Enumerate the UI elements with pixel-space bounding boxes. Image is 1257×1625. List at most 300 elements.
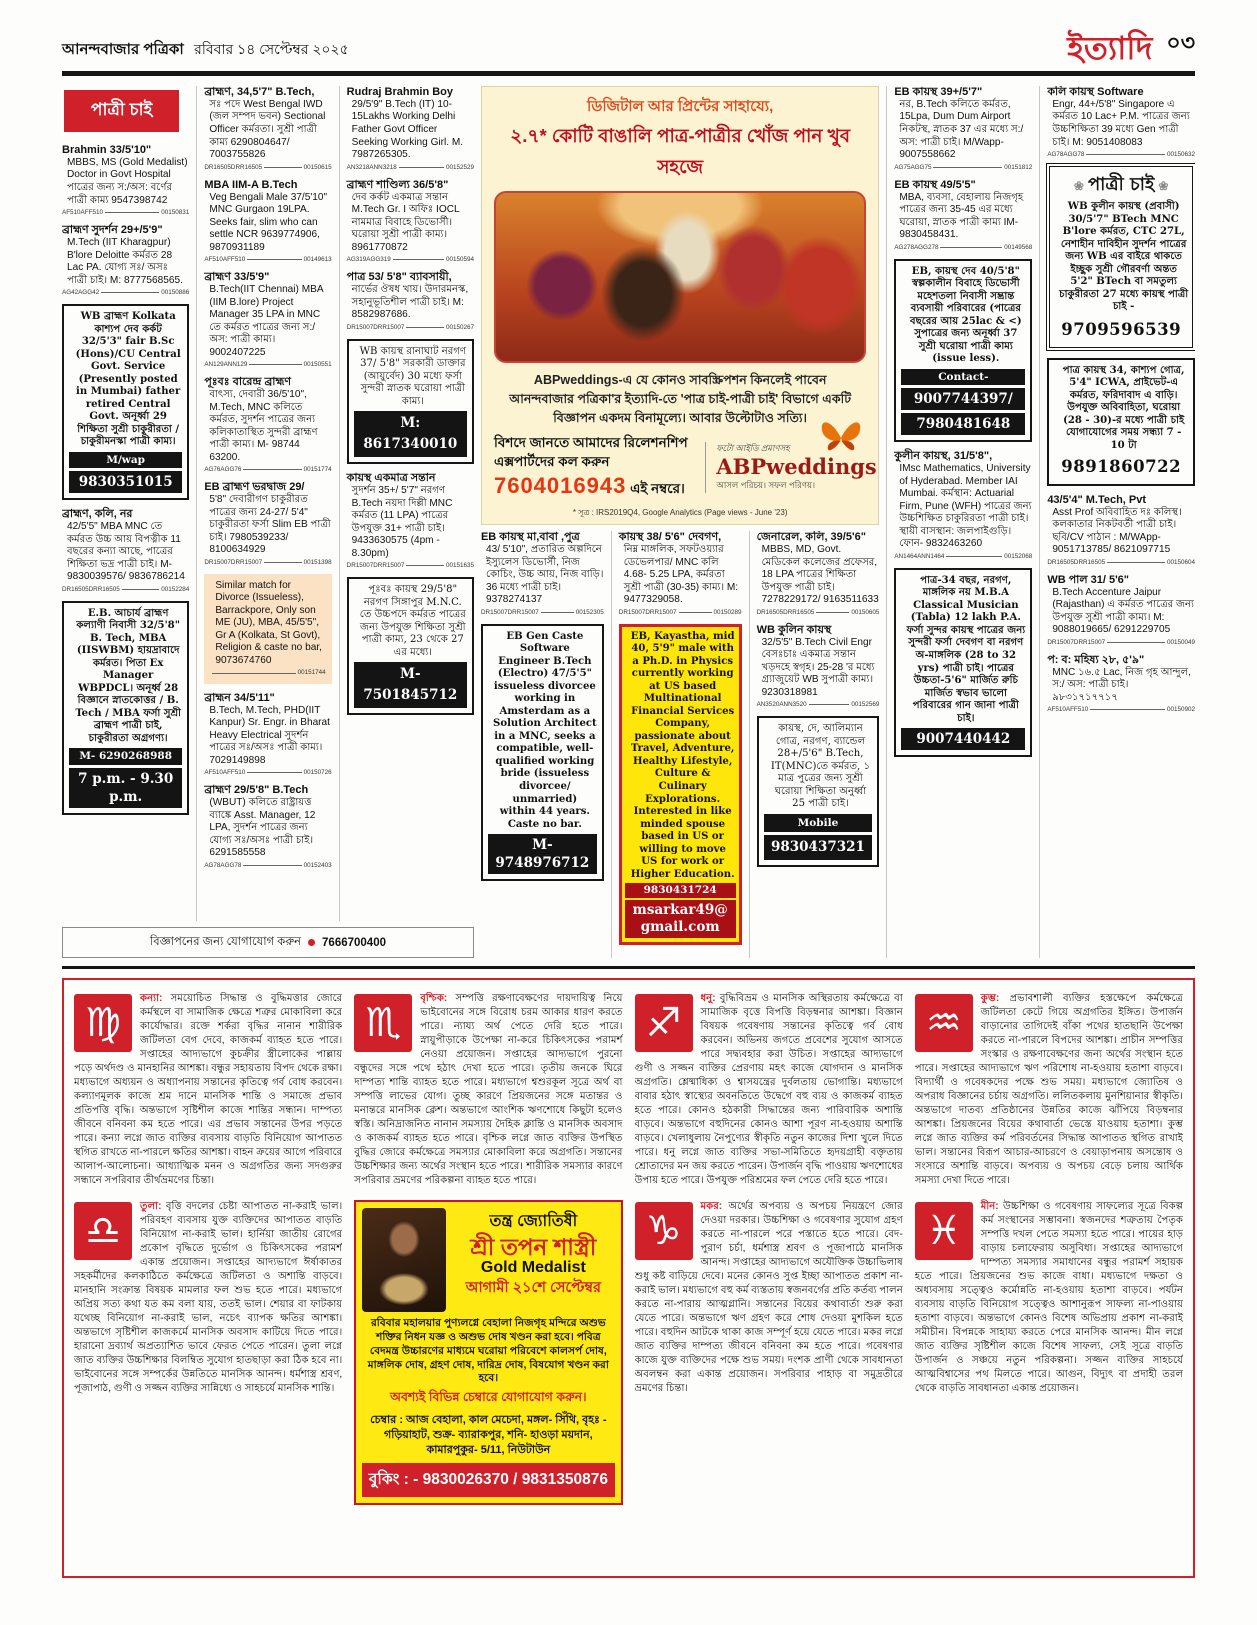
ad-code-row [62, 209, 189, 216]
ad-code-rule [122, 589, 160, 590]
sign-name: কন্যা: [140, 993, 171, 1004]
classified-column-8 [1039, 86, 1195, 958]
astrologer-credential: Gold Medalist [480, 1259, 586, 1277]
ad-body: WB ব্রাহ্মণ Kolkata কাশ্যপ দেব কর্কট 32/5'3" fair B.Sc (Hons)/CU Central Govt. Service (Presently posted in Mumbai) father retired Central Govt. অনূর্ধ্বা 29 শিক্ষিতা সুশ্রী চাকুরীরতা / চাকুরীমনস্কা পাত্রী কাম্য। [75, 311, 181, 448]
abp-cta-text: বিশদে জানতে আমাদের রিলেশনশিপ এক্সপার্টদের কল করুন [493, 434, 688, 469]
ad-code-rule [243, 865, 301, 866]
ad-body: 43/ 5'10", প্রতারিত অল্পদিনে ইস্যুলেস ডিভোর্সী, নিজ কোচিং, উচ্চ আয়, নিজ বাড়ি। 36 মধ্যে পাত্রী চাই। 9378274137 [485, 544, 604, 606]
section-divider [62, 966, 1195, 969]
classified-ad [1047, 574, 1195, 646]
abp-ad-headline-2: ২.৭* কোটি বাঙালি পাত্র-পাত্রীর খোঁজ পান খুব সহজে [510, 125, 851, 177]
ad-code-right: 00149613 [303, 256, 332, 264]
horoscope-column-1 [74, 992, 342, 1564]
butterfly-icon [818, 416, 864, 461]
ad-code-rule [940, 247, 1002, 248]
classified-ad [204, 481, 331, 566]
ad-code-left: DR16505DRR16505 [1047, 558, 1106, 566]
virgo-icon: ♍ [74, 994, 132, 1052]
patri-chai-badge: পাত্রী চাই [64, 90, 179, 132]
ad-code-row [204, 256, 331, 263]
scorpio-icon: ♏ [354, 994, 412, 1052]
ad-code-left: DR16505DRR16505 [62, 585, 120, 593]
classified-ad [204, 574, 331, 684]
ad-code-rule [399, 167, 444, 168]
classified-column-4 [481, 531, 604, 958]
ad-code-left: AF510AFF510 [204, 769, 246, 777]
ad-code-row [481, 609, 604, 616]
ad-title: ব্রাহ্মণ শাণ্ডিল্য 36/5'8" [346, 178, 449, 191]
ad-code-right: 00152068 [1004, 552, 1033, 560]
ad-code-left: AG78AGG78 [1047, 151, 1085, 159]
classified-ad [204, 86, 331, 171]
classified-ad [894, 179, 1032, 251]
classified-ad [1047, 654, 1195, 714]
ad-body: EB, Kayastha, mid 40, 5'9" male with a Ph.D. in Physics currently working at US based Multinational Financial Services Company, passionate about Travel, Adventure, Healthy Lifestyle, Culture & Culinary Explorations. Interested in like minded spouse based in US or willing to move US for work or Higher Education. [630, 630, 735, 880]
horoscope-text: ♍ কন্যা: সময়োচিত সিদ্ধান্ত ও বুদ্ধিমত্তার জোরে কর্মস্থলে বা সামাজিক ক্ষেত্রে শত্রুর মোকাবিলা করে কার্যোদ্ধার। রক্তে শর্করা বৃদ্ধির নানান শারীরিক জটিলতা বেগ দেবে, কাজকর্ম ব্যাহত হতে পারে। সপ্তাহের আদ্যভাগে কুচক্রীর স্ত্রীলোকের পাল্লায় পড়ে অর্থদণ্ড ও মানহানির আশঙ্কা। বন্ধুর সহায়তায় বিপদ থেকে রক্ষা। মধ্যভাগে অধ্যয়ন ও অধ্যাপনায় সন্তানের কৃতিত্বে গর্ব বোধ করবেন। কল্যাণমূলক কাজে শ্রম দানে মানসিক শান্তি ও সমাজে প্রভাব প্রতিপত্তি বৃদ্ধি। অন্তভাগে সৃষ্টিশীল কাজে শান্তির সন্ধান। দাম্পত্য জীবনে বনিবনা কম হতে পারে। এর প্রভাব সন্তানের উপর পড়তে পারে। কন্যা লগ্নে জাত ব্যক্তির ব্যবসায় বাড়তি বিনিয়োগ আপাতত স্থগিত রাখতে না-পারলে ক্ষতির আশঙ্কা। বাহন ক্রয়ের আগে পরিবারে আলাপ-আলোচনা। আধ্যাত্মিক মনন ও অগ্রগতির জন্য সদগুরুর সন্ধানে সপরিবার তীর্থভ্রমণের চিন্তা। [74, 993, 343, 1187]
ad-code-row [894, 553, 1032, 560]
ad-code-rule [1107, 642, 1165, 643]
classified-ad [894, 450, 1032, 560]
ad-code-row [204, 466, 331, 473]
sign-name: বৃশ্চিক: [420, 993, 456, 1004]
weekly-horoscope [62, 978, 1195, 1578]
ad-code-row [1047, 706, 1195, 713]
ad-phone-band: 7 p.m. - 9.30 p.m. [69, 768, 182, 808]
ad-code-right: 00152403 [303, 861, 332, 869]
ad-code-rule [406, 565, 444, 566]
ad-code-left: DR15007DRR15007 [1047, 638, 1106, 646]
ad-title: EB কায়স্থ 39+/5'7" [894, 86, 983, 98]
classified-ad [481, 624, 604, 882]
ad-code-row [204, 164, 331, 171]
ad-phone-band: M/wap [69, 452, 182, 468]
ad-code-left: DR15007DRR15007 [346, 323, 405, 331]
classified-ad [62, 144, 189, 216]
abp-logo-wordmark: ABPweddings [716, 454, 877, 480]
classified-ad [347, 577, 474, 715]
astrologer-ad-body: রবিবার মহালয়ার পুণ্যলগ্নে বেহালা নিজগৃহ মন্দিরে অশুভ শক্তির নিধন যজ্ঞ ও অশুভ দোষ খণ্ডন করা হবে। পবিত্র বেদমন্ত্র উচ্চারণের মাধ্যমে ঘরোয়া পরিবেশে কালসর্প দোষ, মাঙ্গলিক দোষ, গ্রহণ দোষ, দারিদ্র দোষ, বিষযোগ খণ্ডন করা হবে। [367, 1317, 609, 1385]
astrologer-photo [362, 1208, 446, 1312]
ad-body: Engr, 44+/5'8" Singapore এ কর্মরত 10 Lac+ P.M. পাত্রের জন্য উচ্চশিক্ষিতা 39 মধ্যে Gen পাত্রী চাই। M: 9051408083 [1052, 98, 1190, 148]
ad-body: 32/5'5" B.Tech Civil Engr বেসঃচাঃ একমাত্র সন্তান খড়দহে স্বগৃহ। 25-28 'র মধ্যে গ্র্যাজুয়েট WB সুপাত্রী কাম্য। 9230318981 [761, 636, 875, 698]
ad-code-left: AF510AFF510 [62, 209, 103, 217]
ad-code-row [62, 586, 189, 593]
ad-body: MNC ১৬.৫ Lac, নিজ গৃহ আন্দুল, স:/ অস: পাত্রী চাই। ৯৮৩১৭১৭৭১৭ [1052, 666, 1191, 703]
ad-code-right: 00150831 [161, 209, 190, 217]
horoscope-column-4 [915, 992, 1183, 1564]
horoscope-text: ♒ কুম্ভ: প্রভাবশালী ব্যক্তির হস্তক্ষেপে কর্মক্ষেত্রে জটিলতা কেটে গিয়ে অগ্রগতির ইঙ্গিত। উপার্জন বাড়ানোর তাগিদেই বাঁকা পথের হাতছানি উপেক্ষা করতে না-পারলে বিপদের আশঙ্কা। প্রাচীন সম্পত্তির সংস্কার ও রক্ষণাবেক্ষণের জন্য অর্থের সংস্থান হতে পারে। সপ্তাহের আদ্যভাগে ঋণ পরিশোধ না-হওয়ায় হতাশা বাড়বে। বিদ্যার্থী ও গবেষকদের পক্ষে শুভ সময়। মধ্যভাগে জ্যোতিষ ও অপরাধ বিজ্ঞানের চর্চায় অগ্রগতি। ললিতকলায় মুনশিয়ানার স্বীকৃতি। অন্তভাগে দাতব্য প্রতিষ্ঠানের উন্নতির কাজে ঝাঁপিয়ে বিড়ম্বনার আশঙ্কা। প্রিয়জনের বিয়ের কথাবার্তা ভেস্তে যাওয়ায় হতাশা। কুম্ভ লগ্নে জাত ব্যক্তির কর্ম পরিবর্তনের সিদ্ধান্ত আপাতত স্থগিত রাখাই ভাল। সন্তানের বিরূপ আচার-আচরণে ও বেয়াড়াপনায় অসন্তোষ ও সংসারে অশান্তি বাড়বে। অপব্যয় ও অপচয় বেড়ে চলায় আর্থিক সমস্যা দেখা দিতে পারে। [914, 993, 1183, 1187]
ad-code-left: AG42AGG42 [62, 289, 100, 297]
ad-code-left: AG78AGG78 [204, 861, 242, 869]
ad-body: পাত্র কায়স্থ 34, কাশ্যপ গোত্র, 5'4" ICWA, প্রাইভেট-এ কর্মরত, ফরিদাবাদ এ বাড়ি। উপযুক্ত অবিবাহিতা, ঘরোয়া (28 - 30)-র মধ্যে পাত্রী চাই যোগাযোগের সময় সন্ধ্যা 7 - 10 টা [1062, 364, 1185, 451]
astrologer-event-date: আগামী ২১শে সেপ্টেম্বর [465, 1280, 601, 1297]
ad-code-rule [406, 327, 444, 328]
ad-body: সুদর্শন 35+/ 5'7" নরগণ B.Tech নয়দা দিল্লী MNC কর্মরত (11 LPA) পাত্রের উপযুক্ত 31+ পাত্রী চাই। 9433630575 (4pm - 8.30pm) [351, 485, 453, 559]
horoscope-text: ♑ মকর: অর্থের অপব্যয় ও অপচয় নিয়ন্ত্রণে জোর দেওয়া দরকার। উচ্চশিক্ষা ও গবেষণার সুযোগ গ্রহণ করতে না-পারলে পরে পস্তাতে হতে পারে। বেদ-পুরাণ চর্চা, ধর্মশাস্ত্র শ্রবণ ও পূজাপাঠে মানসিক আনন্দ। সপ্তাহের আদ্যভাগে অযৌক্তিক উচ্চাভিলাষ শুধু কষ্ট বাড়িয়ে দেবে। মনের কোনও সুপ্ত ইচ্ছা আপাতত প্রকাশ না-করাই ভাল। মধ্যভাগে বহু কর্ম ব্যস্ততায় স্বজনবর্গের প্রতি কর্তব্য পালন করতে না-পারায় আত্মগ্লানি। সন্তানের বিয়ের কথাবার্তা শুরু করা যেতে পারে। অন্তভাগে ঋণ গ্রহণ করে শোধ দেওয়া মুশকিল হতে পারে। বহুদিন আটকে থাকা কাজ সম্পূর্ণ হয়ে যেতে পারে। মকর লগ্নে জাত ব্যক্তির দাম্পত্য জীবনে বনিবনা কম হতে পারে। গবেষণার কাজে যুক্ত ব্যক্তিদের পক্ষে শুভ সময়। দংশক প্রাণী থেকে সাবধানতা অবলম্বন করা একান্ত প্রয়োজন। সপরিবার পাহাড় বা সমুদ্রতীরে ভ্রমণের চিন্তা। [634, 1201, 903, 1395]
middle-column-group [481, 86, 879, 958]
ad-body: নার্ভের ঔষধ খায়। উদারমনস্ক, সহানুভূতিশীল পাত্রী চাই। M: 8582987686. [351, 284, 469, 321]
sign-name: কুম্ভ: [980, 993, 1010, 1004]
libra-icon: ♎ [74, 1202, 132, 1260]
ad-body: MBBS, MS (Gold Medalist) Doctor in Govt Hospital পাত্রের জন্য স:/অস: বর্ণের পাত্রী কাম্য 9547398742 [67, 156, 188, 206]
ad-title: EB ব্রাহ্মণ ভরদ্বাজ 29/ [204, 481, 305, 494]
ad-body: E.B. আচার্য ব্রাহ্মণ কল্যাণী নিবাসী 32/5'8" B. Tech, MBA (IISWBM) হায়দ্রাবাদে কর্মরত। পিতা Ex Manager WBPDCL। অনূর্ধ্ব 28 বিজ্ঞানে স্নাতকোত্তর / B. Tech / MBA ফর্সা সুশ্রী ব্রাহ্মণ পাত্রী চাই, চাকুরীরতা অগ্রগণ্য। [75, 607, 181, 744]
ad-code-right: 00150615 [303, 163, 332, 171]
ad-title: পাত্র 53/ 5'8" ব্যাবসায়ী, [346, 271, 452, 284]
classified-column-3 [339, 86, 474, 921]
ad-phone-band: Mobile [764, 814, 873, 832]
ad-code-left: DR16505DRR16505 [204, 163, 263, 171]
classified-ad [204, 271, 331, 368]
ad-code-row [347, 324, 474, 331]
ad-title: পূঃবঃ বারেন্দ্র ব্রাহ্মণ [204, 376, 292, 389]
classified-ad [204, 179, 331, 264]
ad-code-rule [212, 673, 295, 674]
ad-code-row [1047, 151, 1195, 158]
ad-body: সঃ পদে West Bengal IWD (জল সম্পদ ভবন) Sectional Officer কর্মরতা। সুশ্রী পাত্রী কাম্য 6290804647/ 7003755826 [209, 98, 326, 161]
ad-code-left: AF510AFF510 [1047, 706, 1089, 714]
capricorn-icon: ♑ [635, 1202, 693, 1260]
ad-code-rule [264, 167, 302, 168]
astrologer-ad-cta: অবশ্যই বিভিন্ন চেম্বারে যোগাযোগ করুন। [390, 1390, 587, 1405]
section-title: ইত্যাদি [1067, 29, 1153, 68]
ad-body: B.Tech Accenture Jaipur (Rajasthan) এ কর্মরত পাত্রের জন্য উপযুক্ত সুশ্রী পাত্রী কাম্য। M: 9088019665/ 6291229705 [1052, 586, 1194, 636]
ad-code-rule [247, 772, 301, 773]
classified-ad [204, 784, 331, 869]
advertise-contact-strip [62, 927, 474, 958]
sagittarius-icon: ♐ [635, 994, 693, 1052]
ad-code-left: AN129ANN129 [204, 361, 248, 369]
ad-phone: 9709596539 [1061, 319, 1182, 339]
horoscope-text: ♎ তুলা: বৃত্তি বদলের চেষ্টা আপাতত না-করাই ভাল। পরিবহণ ব্যবসায় যুক্ত ব্যক্তিদের আপাতত বাড়তি বিনিয়োগ না-করাই ভাল। হার্নিয়া জাতীয় রোগের প্রকোপ বৃদ্ধিতে দুর্ভোগ ও চিকিৎসকের পরামর্শ একান্ত প্রয়োজন। সপ্তাহের আদ্যভাগে ঈর্ষাকাতর সহকর্মীদের কলকাঠিতে কর্মক্ষেত্রে জটিলতা ও অশান্তি বাড়বে। মানহানি সংক্রান্ত বিষয়ক মামলার ফল শুভ হতে পারে। মধ্যভাগে অপ্রিয় সত্য কথা যত কম বলা যায়, ততই ভাল। শেয়ার বা ফাটকায় যথেচ্ছ বিনিয়োগ না-করাই ভাল, নচেৎ ব্যাপক ক্ষতির আশঙ্কা। অন্তভাগে সৃষ্টিশীল কাজকর্মে মানসিক অবসাদ কাটিয়ে দিতে পারে। হারানো দ্রব্যার্থ অপ্রত্যাশিত ভাবে ফেরত পেতে পারেন। তুলা লগ্নে জাত ব্যক্তির উচ্চশিক্ষার বিলম্বিত সুযোগ হাতছাড়া করা ঠিক হবে না। ভাইবোনের সঙ্গে সম্পর্কের উন্নতিতে মানসিক আনন্দ। ধর্মশাস্ত্র শ্রবণ, পূজাপাঠ, গুণী ও সজ্জন ব্যক্তির সান্নিধ্যে ও সাহচর্যে মানসিক শান্তি। [74, 1201, 343, 1395]
ad-body: (WBUT) কলিতে রাষ্ট্রায়ত্ত ব্যাঙ্কে Asst. Manager, 12 LPA, সুদর্শন পাত্রের জন্য যোগ্য সঃ/অসঃ পাত্রী চাই। 6291585558 [209, 797, 316, 859]
classified-ad [894, 86, 1032, 171]
abp-phone-suffix: এই নম্বরে। [630, 481, 685, 497]
ad-phone-band: Contact- [901, 369, 1025, 385]
ad-code-right: 00152305 [575, 608, 604, 616]
ad-body: 5'8" দেবারীগণ চাকুরীরত পাত্রের জন্য 24-27/ 5'4" চাকুরীরতা ফর্সা Slim EB পাত্রী চাই। 7980539233/ 8100634929 [209, 494, 331, 556]
ad-title: Brahmin 33/5'10" [62, 144, 152, 156]
ad-code-row [347, 256, 474, 263]
horoscope-sign [74, 992, 342, 1188]
abp-weddings-logo [705, 442, 877, 493]
horoscope-sign [354, 992, 622, 1188]
ad-body: MBBS, MD, Govt. মেডিকেল কলেজের প্রফেসর, 18 LPA পাত্রের শিক্ষিতা উপযুক্ত পাত্রী চাই। 7278229172/ 9163511633 [761, 544, 879, 606]
ad-code-rule [541, 612, 574, 613]
advertise-contact-label: বিজ্ঞাপনের জন্য যোগাযোগ করুন [149, 936, 302, 948]
classified-ad [1047, 494, 1195, 566]
ad-code-left: DR15007DRR15007 [618, 608, 677, 616]
ad-code-row [1047, 559, 1195, 566]
ad-code-right: 00151398 [303, 558, 332, 566]
classified-column-7 [886, 86, 1032, 958]
classified-ad [757, 624, 880, 709]
ad-code-right: 00150605 [851, 608, 880, 616]
horoscope-text: ♓ মীন: উচ্চশিক্ষা ও গবেষণায় সাফল্যের সূত্রে বিকল্প কর্ম সংস্থানের সম্ভাবনা। স্বজনদের শত্রুতায় পৈতৃক সম্পত্তি দখল পেতে সমস্যা হতে পারে। পায়ের হাড় বাড়ায় চলাফেরায় অসুবিধা। সপ্তাহের আদ্যভাগে দাম্পত্য সমস্যার সমাধানের বন্ধুর পরামর্শ সহায়ক হতে পারে। প্রিয়জনের শুভ কাজে বাধা। মধ্যভাগে দক্ষতা ও অধ্যবসায় সত্ত্বেও কর্মোন্নতি না-হওয়ায় হতাশা বাড়বে। পর্যটন ব্যবসায় বাড়তি বিনিয়োগ সত্ত্বেও আশানুরূপ সাফল্য না-পাওয়ায় হতাশা বাড়বে। অন্তভাগে কোনও বিশেষ অভিপ্রায় প্রকাশ না-করাই সমীচীন। বিপন্নকে সাহায্য করতে পেরে মানসিক আনন্দ। মীন লগ্নে জাত ব্যক্তির সৃষ্টিশীল কাজে বিশেষ সাফল্য, সেই সূত্রে বাড়তি উপার্জন ও সঞ্চয়ে নতুন পরিকল্পনা। সজ্জন ব্যক্তির সাহচর্যে আত্মবিশ্বাসের পথ মিলতে পারে। আগুন, বিদ্যুৎ বা প্রদাহী তরল থেকে বাড়তি সাবধানতা একান্ত প্রয়োজন। [914, 1201, 1183, 1395]
ad-code-rule [243, 469, 301, 470]
horoscope-sign [635, 992, 903, 1188]
ad-code-right: 00149568 [1004, 243, 1033, 251]
ad-code-rule [946, 556, 1002, 557]
ad-code-right: 00150049 [1166, 638, 1195, 646]
ad-code-row [757, 701, 880, 708]
ad-code-row [894, 244, 1032, 251]
ad-code-right: 00152284 [161, 585, 190, 593]
ad-code-right: 00151774 [303, 466, 332, 474]
ad-body: EB Gen Caste Software Engineer B.Tech (Electro) 47/5'5" issueless divorcee working in Amsterdam as a Solution Architect in a MNC, seeks a compatible, well-qualified working bride (issueless divorcee/ unmarried) within 44 years. Caste no bar. [493, 630, 597, 830]
ad-code-right: 00151635 [445, 562, 474, 570]
ad-code-left: DR15007DRR15007 [480, 608, 539, 616]
ad-title: WB পাল 31/ 5'6" [1047, 573, 1130, 586]
ad-title: কায়স্থ একমাত্র সন্তান [346, 472, 436, 485]
sign-name: ধনু: [700, 993, 720, 1004]
aquarius-icon: ♒ [915, 994, 973, 1052]
ad-code-right: 00152529 [445, 163, 474, 171]
classified-ad [481, 531, 604, 616]
ad-phone-band: M: 8617340010 [354, 411, 467, 457]
ad-code-rule [1090, 709, 1165, 710]
ad-code-rule [264, 562, 302, 563]
horoscope-sign [915, 1200, 1183, 1396]
ad-title: Rudraj Brahmin Boy [346, 86, 454, 98]
ad-body: পাত্র-34 বছর, নরগণ, মাঙ্গলিক নয় M.B.A Classical Musician (Tabla) 12 lakh P.A. ফর্সা সুন্দর কায়স্থ পাত্রের জন্য সুন্দরী ফর্সা দেবগণ বা নরগণ অ-মাঙ্গলিক (28 to 32 yrs) পাত্রী চাই। পাত্রের উচ্চতা-5'6" মার্জিত রুচি মার্জিত স্বভাব ভালো পরিবারের গান জানা পাত্রী চাই। [906, 574, 1026, 724]
ad-body: নর, B.Tech কলিতে কর্মরত, 15Lpa, Dum Dum Airport নিকটস্থ, স্নাতক 37 এর মধ্যে স:/অস: পাত্রী চাই। M/Wapp- 9007558662 [899, 98, 1024, 161]
ad-code-row [619, 609, 742, 616]
ad-code-right: 00150726 [303, 769, 332, 777]
astrologer-chambers: চেম্বার : আজ বেহালা, কাল মেচেদা, মঙ্গল- সিঁথি, বৃহঃ - গড়িয়াহাট, শুক্র- ব্যারাকপুর, শনি- হাওড়া ময়দান, কামারপুকুর- 5/11, নিউটাউন [370, 1414, 607, 1456]
ad-code-right: 00150594 [445, 256, 474, 264]
ad-body: বাৎস্য, দেবারী 36/5'10", M.Tech, MNC কলিতে কর্মরত, সুদর্শন পাত্রের জন্য কলিকাতাস্থিত সুন্দরী ব্রাহ্মণ পাত্রী কাম্য। M- 98744 63200. [209, 389, 318, 463]
classified-ad [347, 271, 474, 331]
ad-body: B.Tech, M.Tech, PHD(IIT Kanpur) Sr. Engr. in Bharat Heavy Electrical সুদর্শন পাত্রের সঃ/অসঃ পাত্রী কাম্য। 7029149898 [209, 704, 330, 766]
horoscope-text: ♐ ধনু: বুদ্ধিবিভ্রম ও মানসিক অস্থিরতায় কর্মক্ষেত্রে বা সামাজিক বৃত্তে বিপত্তি বিড়ম্বনার আশঙ্কা। বিজ্ঞান বিষয়ক গবেষণায় সন্তানের কৃতিত্বে গর্ব বোধ করবেন। অভিনয় জগতে প্রবেশের সুযোগ আসতে পারে সদ্ব্যবহার করা উচিত। সপ্তাহের আদ্যভাগে গুণী ও সজ্জন ব্যক্তির প্রেরণায় মহৎ কাজে যোগদান ও মানসিক অগ্রগতি। শ্লেষ্মাধিক্য ও শ্বাসযন্ত্রের দুর্বলতায় ভোগান্তি। মধ্যভাগে বাবার হঠাৎ স্বাস্থ্যের অবনতিতে উদ্বেগে বহু ব্যয় ও কাজকর্ম ব্যাহত হতে পারে। কোনও হঠকারী সিদ্ধান্তের জন্য পারিবারিক অশান্তি বাড়বে। অন্তভাগে বহুদিনের কোনও আশা পূরণ না-হওয়ায় অশান্তি বাড়বে। খেলাধুলায় নৈপুণ্যের স্বীকৃতি নতুন কাজের দিশা খুলে দিতে পারে। ধনু লগ্নে জাত ব্যক্তির সভা-সমিতিতে হৃদয়গ্রাহী বক্তৃতায় শ্রোতাদের মন জয় করতে পারেন। উপার্জন বৃদ্ধি পাওয়ায় ঋণশোধের উপায় হতে পারে। উপযুক্ত পরিশ্রমের ফল পেতে দেরি হতে পারে। [634, 993, 903, 1187]
ad-title: ব্রাহ্মণ 33/5'9" [204, 271, 270, 284]
sign-name: মীন: [980, 1201, 1003, 1213]
ad-code-rule [105, 212, 159, 213]
page-number: ০৩ [1166, 30, 1195, 55]
classified-ad [1049, 166, 1193, 348]
classified-ad [204, 376, 331, 473]
abp-logo-note: ফটো আইডি প্রমাণসহ [716, 443, 790, 454]
abp-weddings-ad [481, 86, 879, 525]
astrologer-name: শ্রী তপন শাস্ত্রী [470, 1234, 597, 1261]
issue-date: রবিবার ১৪ সেপ্টেম্বর ২০২৫ [194, 41, 349, 57]
ad-code-row [204, 862, 331, 869]
bullet-icon [308, 939, 315, 946]
ad-title: EB কায়স্থ মা,বাবা ,পুত্র [480, 531, 580, 544]
sign-name: তুলা: [140, 1201, 166, 1213]
ad-title: 43/5'4" M.Tech, Pvt [1047, 493, 1147, 506]
horoscope-sign [74, 1200, 342, 1396]
ad-phone-band: msarkar49@ gmail.com [625, 900, 736, 938]
ad-code-rule [101, 292, 159, 293]
ad-code-row [894, 164, 1032, 171]
horoscope-column-3 [635, 992, 903, 1564]
classified-ad [894, 568, 1032, 757]
classified-ad [347, 472, 474, 569]
ad-code-rule [809, 704, 850, 705]
ad-body: WB কায়স্থ রানাঘাট নরগণ 37/ 5'8" সরকারী ডাক্তার (আয়ুর্বেদ) 30 মধ্যে ফর্সা সুন্দরী স্নাতক ঘরোয়া পাত্রী কাম্য। [359, 345, 467, 407]
ad-code-rule [679, 612, 712, 613]
ad-title: কায়স্থ 38/ 5'6" দেবগণ, [618, 531, 722, 544]
ad-title: জেনারেল, কলি, 39/5'6" [756, 531, 866, 544]
ad-title: WB কুলিন কায়স্থ [756, 623, 832, 636]
abp-phone-number: 7604016943 [493, 473, 627, 499]
ad-body: 42/5'5" MBA MNC তে কর্মরত উচ্চ আয় বিপত্নীক 11 বছরের কন্যা আছে, পাত্রের শিক্ষিতা ভদ্র পাত্রী চাই। M- 9830039576/ 9836786214 [67, 521, 185, 583]
masthead [62, 38, 349, 63]
ad-code-right: 00152569 [851, 701, 880, 709]
ad-code-row [204, 559, 331, 566]
section-header [1067, 26, 1195, 68]
ad-code-right: 00150886 [161, 289, 190, 297]
abp-ad-cta [494, 434, 705, 503]
classified-column-2 [196, 86, 331, 921]
ad-body: WB কুলীন কায়স্থ (প্রবাসী) 30/5'7" BTech MNC B'lore কর্মরত, CTC 27L, নেশাহীন দাবিহীন সুদর্শন পাত্রের জন্য WB এর বাইরে থাকতে ইচ্ছুক সুশ্রী গৌরবর্ণা অন্তত 5'2" BTech বা সমতুল্য চাকুরীরতা 27 মধ্যে কায়স্থ পাত্রী চাই - [1059, 201, 1189, 313]
abp-ad-body: ABPweddings-এ যে কোনও সাবস্ক্রিপশন কিনলেই পাবেন আনন্দবাজার পত্রিকা'র ইত্যাদি-তে 'পাত্র চাই-পাত্রী চাই' বিভাগে একটি বিজ্ঞাপন একদম বিনামূল্যে। আবার উল্টোটাও সত্যি। [509, 373, 852, 425]
classified-ad [347, 339, 474, 464]
ad-code-left: AN1464ANN1464 [894, 552, 945, 560]
ad-code-row [204, 769, 331, 776]
classified-ad [757, 531, 880, 616]
classified-ad [619, 531, 742, 616]
ad-body: MBA, ব্যবসা, বেহালায় নিজগৃহ পাত্রের জন্য 35-45 এর মধ্যে ঘরোয়া, স্নাতক পাত্রী কাম্য IM- 9830458431. [899, 191, 1024, 241]
tantra-astrologer-ad [354, 1200, 622, 1504]
matrimonial-classifieds [62, 86, 1195, 958]
ad-body: পূঃবঃ কায়স্থ 29/5'8" নরগণ সিঙ্গাপুর M.N.C. তে উচ্চপদে কর্মরত পাত্রের জন্য উপযুক্ত শিক্ষিতা সুশ্রী পাত্রী কাম্য, 23 থেকে 27 এর মধ্যে। [359, 584, 466, 658]
ad-phone-band: 9007744397/ [901, 388, 1025, 410]
classified-ad [204, 692, 331, 777]
horoscope-sign [915, 992, 1183, 1188]
ad-phone-band: 9007440442 [901, 728, 1025, 750]
ad-body: Asst Prof অবিবাহিত দঃ কলিস্থ। কলকাতার নিকটবর্তী পাত্রী চাই। ছবি/CV পাঠান : M/WApp- 9051713785/ 8621097715 [1052, 506, 1182, 556]
ad-code-rule [816, 612, 849, 613]
ad-code-right: 00151812 [1004, 163, 1033, 171]
ad-heading: ❀ পাত্রী চাই ❀ [1053, 172, 1189, 198]
classified-column-5 [611, 531, 742, 958]
classified-column-6 [749, 531, 880, 958]
ad-code-left: AN3520ANN3520 [756, 701, 807, 709]
ad-title: ব্রাহ্মন 34/5'11" [204, 691, 275, 704]
abp-logo-tagline: আসল পরিচয়। সফল পরিণয়। [716, 480, 816, 491]
ad-code-rule [393, 259, 444, 260]
ad-code-right: 00150267 [445, 323, 474, 331]
classified-ad [62, 601, 189, 815]
ad-code-row [1047, 639, 1195, 646]
left-column-group [62, 86, 474, 958]
horoscope-sign [635, 1200, 903, 1396]
classified-ad [757, 716, 880, 867]
newspaper-name: আনন্দবাজার পত্রিকা [62, 41, 184, 58]
ad-title: ব্রাহ্মণ, কলি, নর [62, 508, 133, 521]
horoscope-text: ♏ বৃশ্চিক: সম্পত্তি রক্ষণাবেক্ষণের দায়দায়িত্ব নিয়ে ভাইবোনের সঙ্গে বিরোধ চরম আকার ধারণ করতে পারে। ন্যায্য অর্থ পেতে দেরি হতে পারে। স্নায়ুপীড়াকে উপেক্ষা না-করে চিকিৎসকের পরামর্শ নেওয়া প্রয়োজন। সপ্তাহের আদ্যভাগে পুরনো বন্ধুদের সঙ্গে পথে হঠাৎ দেখা হতে পারে। তৃতীয় জনকে ঘিরে দাম্পত্য শান্তি ব্যাহত হতে পারে। মধ্যভাগে শ্বশুরকূল সূত্রে অর্থ বা সম্পত্তি লাভের যোগ। তুচ্ছ কারণে প্রিয়জনের সঙ্গে মতান্তর ও মনান্তরে মানসিক ক্লেশ। অন্তভাগে আংশিক ঋণশোধে কিছুটা হলেও স্বস্তি। অনিদ্রাজনিত নানান সমস্যায় দৈহিক ক্লান্তি ও মানসিক অবসাদ ও কাজকর্ম ব্যাহত হতে পারে। বৃশ্চিক লগ্নে জাত ব্যক্তির উপস্থিত বুদ্ধির জোরে কর্মক্ষেত্রে সমস্যার মোকাবিলা করে অগ্রগতি। সন্তানের উচ্চশিক্ষার জন্য অর্থের সংস্থান হতে পারে। শারীরিক সমস্যার কারণে সপরিবার ভ্রমণের পরিকল্পনা ব্যাহত হতে পারে। [354, 993, 623, 1187]
ad-code-left: AG75AGG75 [894, 163, 932, 171]
ad-code-left: DR16505DRR16505 [756, 608, 815, 616]
ad-code-rule [249, 364, 301, 365]
ad-body: Similar match for Divorce (Issueless), Barrackpore, Only son ME (JU), MBA, 45/5'5", Gr A (Kolkata, St Govt), Religion & caste no bar, 9073674760 [215, 579, 322, 666]
ad-code-rule [933, 167, 1002, 168]
ad-code-left: AN3218ANN3218 [346, 163, 397, 171]
ad-code-row [347, 164, 474, 171]
wedding-photo [494, 191, 866, 363]
ad-code-right: 00150551 [303, 361, 332, 369]
ad-phone-band: 9830431724 [625, 883, 736, 898]
ad-code-rule [1086, 154, 1165, 155]
ad-code-left: AF510AFF510 [204, 256, 246, 264]
ad-body: নিম্ন মাঙ্গলিক, সফটওয়্যার ডেভেলপার/ MNC কলি 4.68- 5.25 LPA, কর্মরতা সুশ্রী পাত্রী (30-35) কাম্য। M: 9477329058. [623, 544, 739, 606]
advertise-contact-phone: 7666700400 [322, 936, 386, 949]
ad-title: প: ব: মহিষ্য ২৮, ৫'৯" [1047, 653, 1145, 666]
ad-code-left: AG76AGG76 [204, 466, 242, 474]
ad-code-left: DR15007DRR15007 [204, 558, 263, 566]
ad-code-left: AG319AGG319 [346, 256, 391, 264]
ad-title: ব্রাহ্মণ সুদর্শন 29+/5'9" [62, 224, 163, 237]
classified-ad [62, 508, 189, 593]
classified-ad [619, 624, 742, 945]
classified-column-1 [62, 86, 189, 921]
page-header [62, 26, 1195, 76]
ad-code-row [757, 609, 880, 616]
ad-body: দেব কর্কট একমাত্র সন্তান M.Tech Gr. I অফিঃ IOCL নামমাত্র বিবাহে ডিভোর্সী। ঘরোয়া সুশ্রী পাত্রী কাম্য। 8961770872 [351, 191, 460, 253]
ad-code-left: AG278AGG278 [894, 243, 939, 251]
ad-body: IMsc Mathematics, University of Hyderabad. Member IAI Mumbai. কর্মস্থান: Actuarial Firm, Pune (WFH) পাত্রের জন্য উচ্চশিক্ষিত চাকুরিরতা পাত্রী চাই। স্থায়ী বাসস্থান: জলপাইগুড়ি। ফোন- 9832463260 [899, 463, 1032, 550]
ad-code-rule [1107, 562, 1165, 563]
ad-body: EB, কায়স্থ দেব 40/5'8" স্বল্পকালীন বিবাহে ডিভোর্সী মহেশতলা নিবাসী সম্ভ্রান্ত ব্যবসায়ী পরিবারের (পাত্রের বছরের আয় 25lac & <) সুপাত্রের জন্য অনূর্ধ্বা 37 সুশ্রী ঘরোয়া পাত্রী কাম্য (issue less). [910, 265, 1022, 365]
classified-ad [347, 86, 474, 171]
ad-code-left: DR15007DRR15007 [346, 562, 405, 570]
ad-phone-band: M- 6290268988 [69, 748, 182, 764]
ad-body: কায়স্থ, দে, আলিম্যান গোত্র, নরগণ, ব্যান্ডেল 28+/5'6" B.Tech, IT(MNC)তে কর্মরত, ১ মাত্র পুত্রের জন্য সুশ্রী ঘরোয়া শিক্ষিতা অনুর্ধ্বা 25 পাত্রী চাই। [770, 723, 871, 810]
pisces-icon: ♓ [915, 1202, 973, 1260]
sign-name: মকর: [700, 1201, 729, 1213]
ad-title: কলি কায়স্থ Software [1047, 86, 1144, 98]
ad-title: কুলীন কায়স্থ, 31/5'8", [894, 450, 993, 463]
ad-code-right: 00150604 [1166, 558, 1195, 566]
classified-ad [1047, 358, 1195, 486]
ad-phone-band: 9830351015 [69, 471, 182, 493]
ad-title: MBA IIM-A B.Tech [204, 178, 298, 191]
ad-code-row [62, 289, 189, 296]
astrologer-ad-kicker: তন্ত্র জ্যোতিষী [489, 1213, 578, 1231]
ad-code-row [347, 562, 474, 569]
astrologer-booking-phones: বুকিং : - 9830026370 / 9831350876 [362, 1463, 614, 1497]
classified-ad [347, 179, 474, 264]
ad-body: B.Tech(IIT Chennai) MBA (IIM B.lore) Project Manager 35 LPA in MNC তে কর্মরত পাত্রের জন্য স:/অস: পাত্রী কাম্য। 9002407225 [209, 284, 324, 358]
ad-phone-band: M- 7501845712 [354, 662, 467, 708]
ad-phone: 9891860722 [1061, 457, 1182, 477]
ad-body: Veg Bengali Male 37/5'10" MNC Gurgaon 19LPA. Seeks fair, slim who can settle NCR 9639774906, 9870931189 [209, 191, 328, 253]
classified-ad [1047, 86, 1195, 158]
ad-code-right: 00150902 [1166, 706, 1195, 714]
horoscope-column-2 [354, 992, 622, 1564]
ad-code-right: 00150289 [713, 608, 742, 616]
ad-code-rule [247, 259, 301, 260]
ad-phone-band: 7980481648 [901, 413, 1025, 435]
classified-ad [62, 224, 189, 296]
ad-title: EB কায়স্থ 49/5'5" [894, 178, 976, 191]
ad-code-right: 00151744 [297, 669, 326, 677]
classified-ad [62, 304, 189, 500]
ad-title: ব্রাহ্মণ, 34,5'7" B.Tech, [204, 86, 315, 98]
ad-body: 29/5'9" B.Tech (IT) 10-15Lakhs Working Delhi Father Govt Officer Seeking Working Girl. M. 7987265305. [351, 98, 464, 161]
ad-code-row [210, 669, 325, 677]
abp-ad-footnote: * সূত্র : IRS2019Q4, Google Analytics (Page views - June '23) [572, 508, 788, 518]
ad-phone-band: M-9748976712 [488, 834, 597, 874]
ad-code-right: 00150632 [1166, 151, 1195, 159]
ad-code-row [204, 361, 331, 368]
ad-phone-band: 9830437321 [764, 835, 873, 860]
classified-ad [894, 259, 1032, 443]
ad-body: M.Tech (IIT Kharagpur) B'lore Deloitte কর্মরত 28 Lac PA. যোগ্য সঃ/ অসঃ পাত্রী চাই। M: 8777568565. [67, 237, 183, 286]
